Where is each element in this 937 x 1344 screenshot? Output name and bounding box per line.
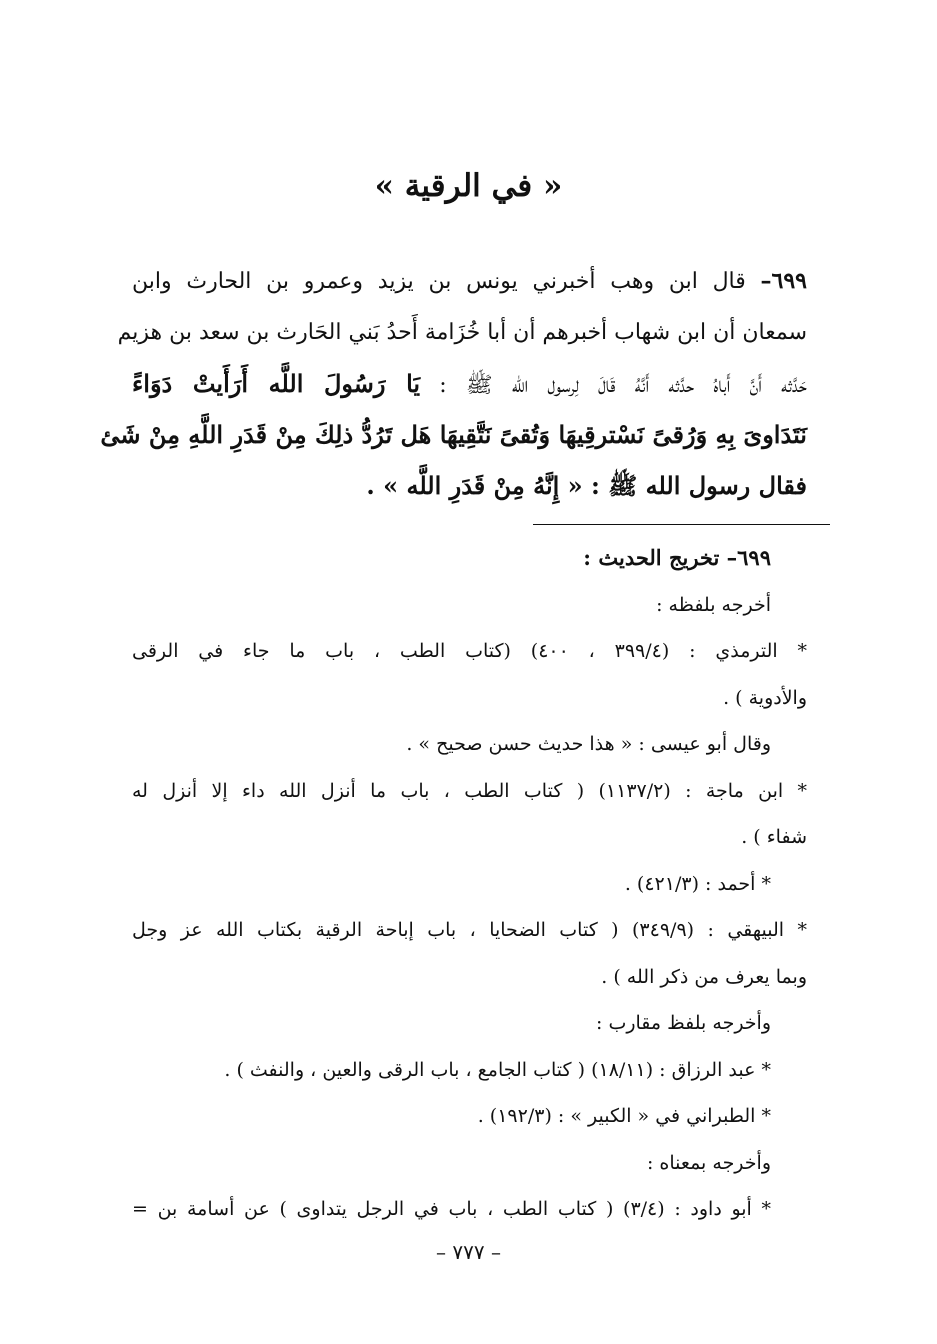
hadith-line-bold: نَتَدَاوىَ بِهِ وَرُقىً نَسْترقِيهَا وَتُقىً نَتَّقِيهَا هَل تَرُدُّ ذلِكَ مِنْ قَدَرِ اللَّهِ مِنْ شَئ bbox=[100, 420, 807, 449]
takhrij-line: * أبو داود : (٣/٤) ( كتاب الطب ، باب في الرجل يتداوى ) عن أسامة بن = bbox=[132, 1198, 771, 1220]
takhrij-line: أخرجه بلفظه : bbox=[656, 593, 771, 616]
hadith-line bbox=[132, 256, 807, 307]
hadith-number: ٦٩٩– bbox=[760, 268, 807, 294]
hadith-line-text: سمعان أن ابن شهاب أخبرهم أن أبا خُزَامة أَحدُ بَني الحَارث بن سعد بن هزيم bbox=[117, 320, 807, 345]
takhrij-line: وبما يعرف من ذكر الله ) . bbox=[601, 965, 807, 988]
takhrij-section bbox=[132, 535, 807, 1233]
takhrij-line: * الترمذي : (٣٩٩/٤ ، ٤٠٠) (كتاب الطب ، باب ما جاء في الرقى bbox=[132, 640, 808, 662]
takhrij-line: وأخرجه بلفظ مقارب : bbox=[596, 1012, 771, 1034]
takhrij-line: * أحمد : (٤٢١/٣) . bbox=[624, 872, 771, 895]
takhrij-line: والأدوية ) . bbox=[723, 686, 807, 709]
takhrij-line: * الطبراني في « الكبير » : (١٩٢/٣) . bbox=[477, 1105, 771, 1127]
hadith-line bbox=[132, 358, 807, 409]
page-title: « في الرقية » bbox=[374, 168, 563, 204]
hadith-line-bold: يَا رَسُولَ اللَّه أَرَأَيتْ دَوَاءً bbox=[132, 369, 421, 398]
takhrij-line: * البيهقي : (٣٤٩/٩) ( كتاب الضحايا ، باب إباحة الرقية بكتاب الله عز وجل bbox=[132, 919, 807, 941]
takhrij-line: وقال أبو عيسى : « هذا حديث حسن صحيح » . bbox=[406, 733, 771, 755]
page-number: – ٧٧٧ – bbox=[436, 1240, 501, 1264]
takhrij-heading: ٦٩٩– تخريج الحديث : bbox=[583, 545, 771, 570]
hadith-line-bold: فقال رسول الله ﷺ : « إِنَّهُ مِنْ قَدَرِ اللَّه » . bbox=[366, 471, 807, 500]
hadith-line-text: قال ابن وهب أخبرني يونس بن يزيد وعمرو بن الحارث وابن bbox=[132, 269, 761, 294]
takhrij-line: وأخرجه بمعناه : bbox=[646, 1151, 771, 1174]
takhrij-line: شفاء ) . bbox=[741, 826, 807, 848]
hadith-line-text: حَدَّثه أَنَّ أَباهُ حدَّثه أَنَّهُ قَالَ لِرسول الله ﷺ : bbox=[420, 373, 807, 398]
takhrij-line: * ابن ماجة : (١١٣٧/٢) ( كتاب الطب ، باب ما أنزل الله داء إلا أنزل له bbox=[132, 779, 807, 802]
footnote-divider bbox=[533, 524, 830, 525]
hadith-text bbox=[100, 256, 807, 511]
takhrij-line: * عبد الرزاق : (١٨/١١) ( كتاب الجامع ، باب الرقى والعين ، والنفث ) . bbox=[224, 1058, 771, 1081]
hadith-line bbox=[100, 409, 807, 460]
hadith-line bbox=[132, 460, 807, 511]
hadith-line bbox=[117, 307, 807, 358]
